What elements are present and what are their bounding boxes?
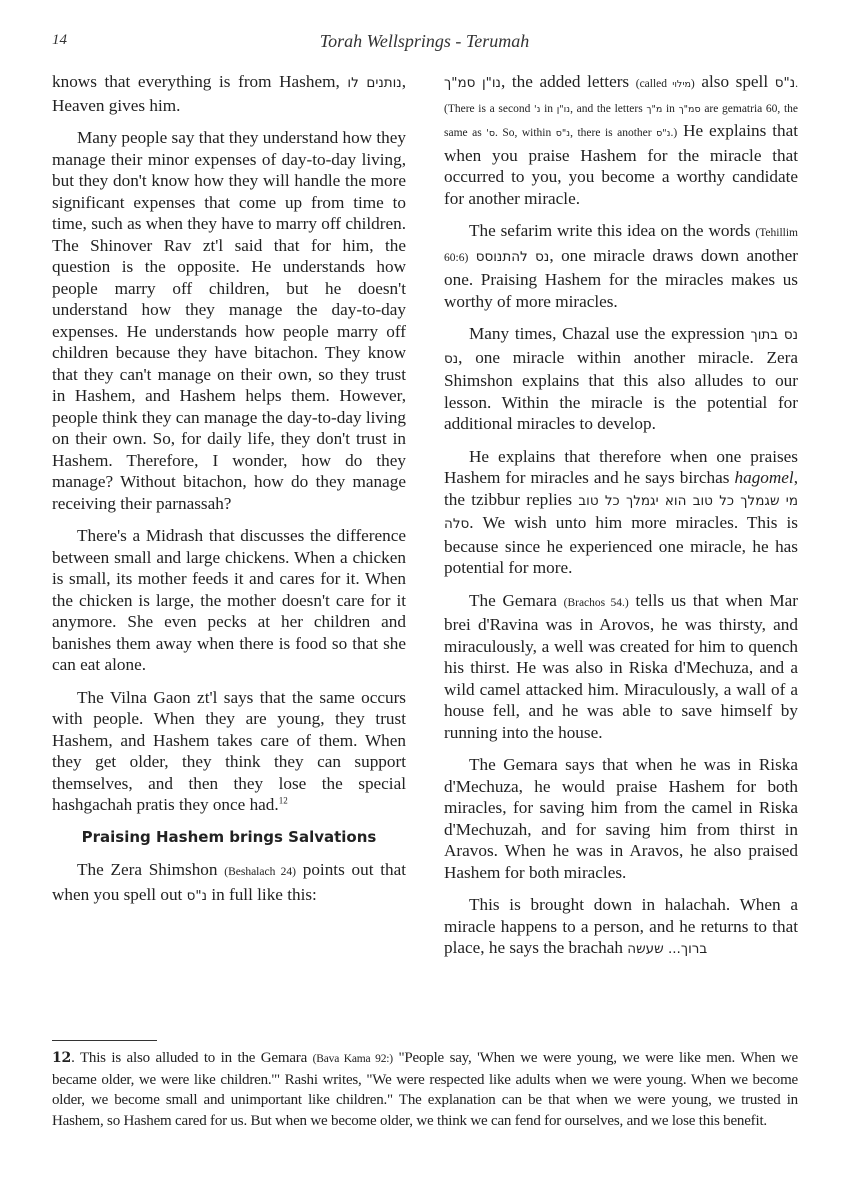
source-citation: (Beshalach 24) <box>224 866 296 878</box>
footnote-divider <box>52 1040 157 1041</box>
text: The Zera Shimshon <box>77 860 225 879</box>
paragraph <box>52 687 406 816</box>
text: in full like this: <box>207 884 317 904</box>
source-citation: (Brachos 54.) <box>563 596 629 609</box>
text: He explains that when you praise Hashem for the miracle that occurred to you, you become a worthy candidate for another miracle. <box>444 121 799 208</box>
text: This is brought down in halachah. When a miracle happens to a person, and he returns to that place, he says the brachah <box>444 895 798 957</box>
text: points out that when you spell out <box>52 860 406 904</box>
text: He explains that therefore when one praises Hashem for miracles and he says birchas <box>444 446 798 487</box>
text: "People say, 'When we were young, we were like men. When we became older, we were like children.'" Rashi writes, "We were respected like adults when we were young. When we become older, we become small and unimportant like children." The explanation can be that when we were young, we trusted in Hashem, so Hashem cared for us. But when we become older, we think we can fend for ourselves, and we lose this benefit. <box>52 1050 799 1129</box>
hebrew-text: נס בתוך נס <box>444 327 798 367</box>
hebrew-text: נו"ן סמ"ך <box>444 75 501 91</box>
paragraph: Many people say that they understand how they manage their minor expenses of day-to-day living, but they don't know how they will handle the more significant expenses that come up from time to time, such as when they have to marry off children. The Shinover Rav zt'l said that for him, the question is the opposite. He understands how people marry off children, but he doesn't understand how they manage the day-to-day expenses. He understands how people marry off children because they have bitachon. They know that they can't manage on their own, so they trust in Hashem, and Hashem helps them. However, people think they can manage the day-to-day living on their own. So, for daily life, they don't trust in Hashem. Therefore, I wonder, how do they manage? Without bitachon, how do they manage receiving their parnassah? <box>52 128 406 513</box>
footnote-ref[interactable]: 12 <box>278 795 288 806</box>
left-column <box>52 71 406 918</box>
paragraph <box>444 71 798 209</box>
text: The Gemara <box>469 590 564 610</box>
text: Many times, Chazal use the expression <box>469 324 751 343</box>
paragraph <box>444 894 798 961</box>
text: , Heaven gives him. <box>52 72 406 115</box>
text: . This is also alluded to in the Gemara <box>71 1050 313 1066</box>
paragraph <box>444 323 798 435</box>
text: , the added letters <box>500 72 636 91</box>
hebrew-text: נס להתנוסס <box>475 248 550 265</box>
running-head: Torah Wellsprings - Terumah <box>319 31 530 51</box>
text: also spell <box>694 72 775 91</box>
text: The Vilna Gaon zt'l says that the same occurs with people. When they are young, they trust Hashem, and Hashem takes care of them. When they get older, they think they can support themselves, and then they lose the special hashgachah pratis they once had. <box>52 687 406 814</box>
source-citation: (Tehillim 60:6) <box>444 227 798 264</box>
paragraph <box>444 220 798 312</box>
italic-term: hagomel <box>734 468 794 487</box>
called-note: (called מילוי) <box>635 78 695 90</box>
hebrew-text: ברוך... שעשה <box>627 941 708 957</box>
page-number: 14 <box>52 32 67 48</box>
text: The sefarim write this idea on the words <box>469 221 756 240</box>
footnote-number: 12 <box>52 1050 72 1066</box>
right-column <box>444 71 798 972</box>
text: . We wish unto him more miracles. This is because since he experienced one miracle, he has potential for more. <box>444 513 798 577</box>
text: tells us that when Mar brei d'Ravina was in Arovos, he was thirsty, and miraculously, a well was created for him to quench his thirst. He was also in Riska d'Mechuza, and a wild camel attacked him. Miraculously, a wall of a house fell, and he was able to save himself by running into the house. <box>444 590 799 742</box>
source-citation: (Bava Kama 92:) <box>312 1053 393 1065</box>
text: , the tzibbur replies <box>444 468 798 509</box>
paragraph <box>52 859 406 907</box>
hebrew-text: נותנים לו <box>347 75 402 91</box>
section-heading: Praising Hashem brings Salvations <box>81 827 377 846</box>
text: , one miracle draws down another one. Praising Hashem for the miracles makes us worthy of more miracles. <box>444 245 799 311</box>
paragraph: There's a Midrash that discusses the difference between small and large chickens. When a chicken is small, its mother feeds it and cares for it. When the chicken is large, the mother doesn't care for it anymore. She even pecks at her children and banishes them away when there is food so that she can eat alone. <box>52 526 406 674</box>
hebrew-text: מי שגמלך כל טוב הוא יגמלך כל טוב סלה <box>444 492 798 532</box>
hebrew-text: נ"ס <box>774 75 796 91</box>
hebrew-text: נ"ס <box>186 887 208 904</box>
paragraph: The Gemara says that when he was in Riska d'Mechuza, he would praise Hashem for both miracles, for saving him from the camel in Riska d'Mechuzah, and for saving him from thirst in Aravos. When he was in Aravos, he also praised Hashem for both miracles. <box>444 755 798 882</box>
gematria-note: . (There is a second נ' in נו"ן, and the letters מ"ך in סמ"ך are gematria 60, the same as ס'. So, within נ"ס, there is another נ"ס.) <box>444 78 798 139</box>
paragraph <box>444 590 798 744</box>
text: knows that everything is from Hashem, <box>52 72 348 91</box>
paragraph <box>444 446 798 579</box>
footnote <box>52 1048 798 1131</box>
text: , one miracle within another miracle. Zera Shimshon explains that this also alludes to our lesson. Within the miracle is the potential for additional miracles to develop. <box>444 347 798 433</box>
paragraph <box>52 71 406 116</box>
